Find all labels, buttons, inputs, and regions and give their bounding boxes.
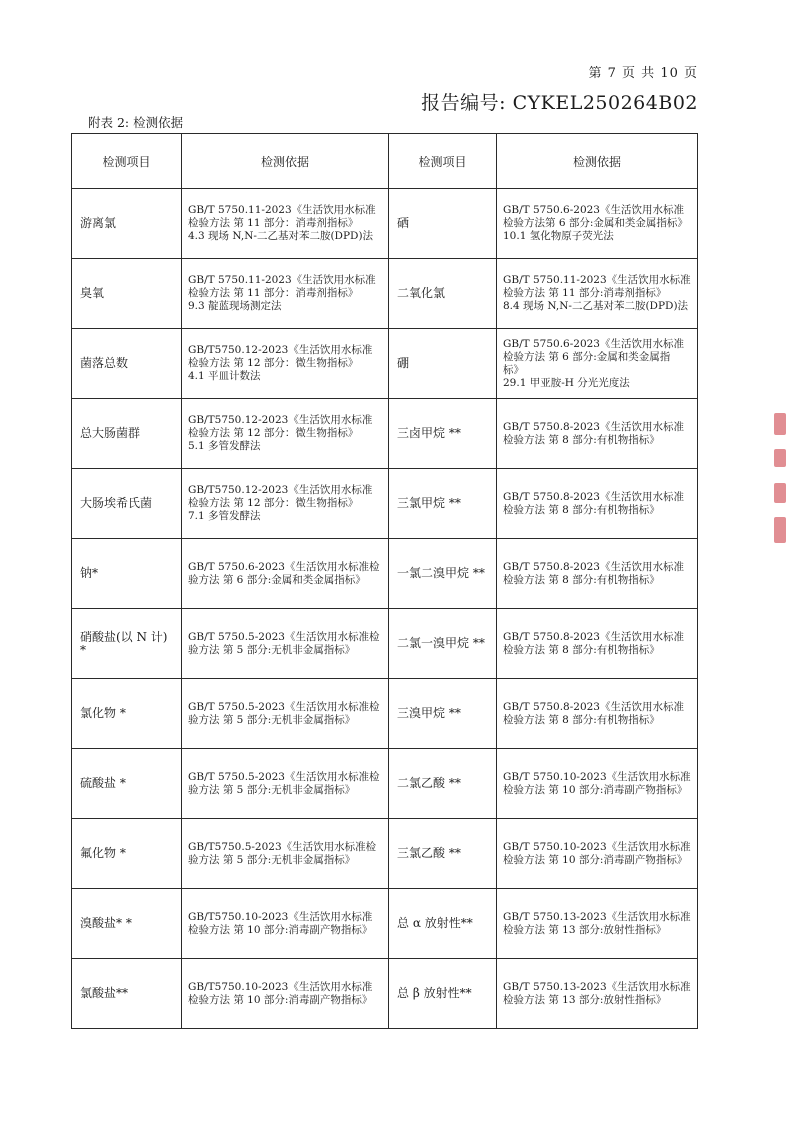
test-basis-left: GB/T 5750.5-2023《生活饮用水标准检验方法 第 5 部分:无机非金属指标》 xyxy=(182,679,389,749)
test-item-left: 游离氯 xyxy=(72,189,182,259)
test-item-right: 硼 xyxy=(389,329,497,399)
test-item-right: 总 β 放射性** xyxy=(389,959,497,1029)
test-item-left: 大肠埃希氏菌 xyxy=(72,469,182,539)
test-item-left: 氟化物 * xyxy=(72,819,182,889)
table-row xyxy=(72,609,698,679)
test-basis-right: GB/T 5750.13-2023《生活饮用水标准检验方法 第 13 部分:放射性指标》 xyxy=(497,889,698,959)
header-test-basis-right: 检测依据 xyxy=(497,134,698,189)
test-basis-left: GB/T 5750.6-2023《生活饮用水标准检验方法 第 6 部分:金属和类金属指标》 xyxy=(182,539,389,609)
header-test-item-left: 检测项目 xyxy=(72,134,182,189)
table-row xyxy=(72,189,698,259)
table-row xyxy=(72,749,698,819)
test-basis-left: GB/T 5750.5-2023《生活饮用水标准检验方法 第 5 部分:无机非金属指标》 xyxy=(182,609,389,679)
table-row xyxy=(72,819,698,889)
table-row xyxy=(72,679,698,749)
table-row xyxy=(72,959,698,1029)
stamp-fragment xyxy=(774,483,786,503)
test-item-left: 硝酸盐(以 N 计) * xyxy=(72,609,182,679)
test-basis-left: GB/T5750.12-2023《生活饮用水标准检验方法 第 12 部分：微生物指标》 5.1 多管发酵法 xyxy=(182,399,389,469)
page-indicator: 第 7 页 共 10 页 xyxy=(588,66,698,81)
test-basis-left: GB/T5750.10-2023《生活饮用水标准检验方法 第 10 部分:消毒副产物指标》 xyxy=(182,959,389,1029)
table-row xyxy=(72,539,698,609)
test-basis-right: GB/T 5750.11-2023《生活饮用水标准检验方法 第 11 部分:消毒剂指标》 8.4 现场 N,N-二乙基对苯二胺(DPD)法 xyxy=(497,259,698,329)
report-number: 报告编号: CYKEL250264B02 xyxy=(421,92,698,114)
stamp-fragment xyxy=(774,413,786,435)
header-test-item-right: 检测项目 xyxy=(389,134,497,189)
header-test-basis-left: 检测依据 xyxy=(182,134,389,189)
test-basis-left: GB/T 5750.11-2023《生活饮用水标准检验方法 第 11 部分：消毒剂指标》 9.3 靛蓝现场测定法 xyxy=(182,259,389,329)
test-basis-left: GB/T 5750.11-2023《生活饮用水标准检验方法 第 11 部分：消毒剂指标》 4.3 现场 N,N-二乙基对苯二胺(DPD)法 xyxy=(182,189,389,259)
test-basis-right: GB/T 5750.8-2023《生活饮用水标准检验方法 第 8 部分:有机物指标》 xyxy=(497,609,698,679)
test-item-right: 一氯二溴甲烷 ** xyxy=(389,539,497,609)
stamp-fragment xyxy=(774,517,786,543)
test-basis-right: GB/T 5750.6-2023《生活饮用水标准检验方法 第 6 部分:金属和类金属指标》 29.1 甲亚胺-H 分光光度法 xyxy=(497,329,698,399)
test-item-right: 三卤甲烷 ** xyxy=(389,399,497,469)
test-item-left: 氯酸盐** xyxy=(72,959,182,1029)
test-item-right: 硒 xyxy=(389,189,497,259)
test-item-left: 溴酸盐* * xyxy=(72,889,182,959)
test-basis-right: GB/T 5750.6-2023《生活饮用水标准检验方法第 6 部分:金属和类金属指标》 10.1 氢化物原子荧光法 xyxy=(497,189,698,259)
table-header-row xyxy=(72,134,698,189)
table-row xyxy=(72,889,698,959)
test-item-left: 钠* xyxy=(72,539,182,609)
test-basis-right: GB/T 5750.10-2023《生活饮用水标准检验方法 第 10 部分:消毒副产物指标》 xyxy=(497,749,698,819)
test-basis-left: GB/T5750.12-2023《生活饮用水标准检验方法 第 12 部分：微生物指标》 4.1 平皿计数法 xyxy=(182,329,389,399)
test-item-right: 二氯乙酸 ** xyxy=(389,749,497,819)
table-row xyxy=(72,259,698,329)
test-item-left: 总大肠菌群 xyxy=(72,399,182,469)
test-item-left: 菌落总数 xyxy=(72,329,182,399)
test-basis-table xyxy=(71,133,698,1029)
test-item-right: 三溴甲烷 ** xyxy=(389,679,497,749)
test-basis-right: GB/T 5750.8-2023《生活饮用水标准检验方法 第 8 部分:有机物指标》 xyxy=(497,399,698,469)
appendix-title: 附表 2: 检测依据 xyxy=(88,115,184,130)
table-row xyxy=(72,329,698,399)
test-basis-left: GB/T 5750.5-2023《生活饮用水标准检验方法 第 5 部分:无机非金属指标》 xyxy=(182,749,389,819)
test-basis-right: GB/T 5750.8-2023《生活饮用水标准检验方法 第 8 部分:有机物指标》 xyxy=(497,539,698,609)
test-item-right: 二氧化氯 xyxy=(389,259,497,329)
test-item-right: 二氯一溴甲烷 ** xyxy=(389,609,497,679)
test-item-right: 总 α 放射性** xyxy=(389,889,497,959)
test-basis-right: GB/T 5750.10-2023《生活饮用水标准检验方法 第 10 部分:消毒副产物指标》 xyxy=(497,819,698,889)
test-basis-left: GB/T5750.12-2023《生活饮用水标准检验方法 第 12 部分：微生物指标》 7.1 多管发酵法 xyxy=(182,469,389,539)
test-basis-right: GB/T 5750.13-2023《生活饮用水标准检验方法 第 13 部分:放射性指标》 xyxy=(497,959,698,1029)
test-basis-left: GB/T5750.10-2023《生活饮用水标准检验方法 第 10 部分:消毒副产物指标》 xyxy=(182,889,389,959)
test-item-right: 三氯乙酸 ** xyxy=(389,819,497,889)
test-item-left: 氯化物 * xyxy=(72,679,182,749)
table-row xyxy=(72,399,698,469)
test-item-left: 臭氧 xyxy=(72,259,182,329)
test-basis-right: GB/T 5750.8-2023《生活饮用水标准检验方法 第 8 部分:有机物指标》 xyxy=(497,469,698,539)
test-item-right: 三氯甲烷 ** xyxy=(389,469,497,539)
edge-seal-stamp xyxy=(770,405,790,555)
test-basis-left: GB/T5750.5-2023《生活饮用水标准检验方法 第 5 部分:无机非金属指标》 xyxy=(182,819,389,889)
table-row xyxy=(72,469,698,539)
test-item-left: 硫酸盐 * xyxy=(72,749,182,819)
test-basis-right: GB/T 5750.8-2023《生活饮用水标准检验方法 第 8 部分:有机物指标》 xyxy=(497,679,698,749)
stamp-fragment xyxy=(774,449,786,467)
